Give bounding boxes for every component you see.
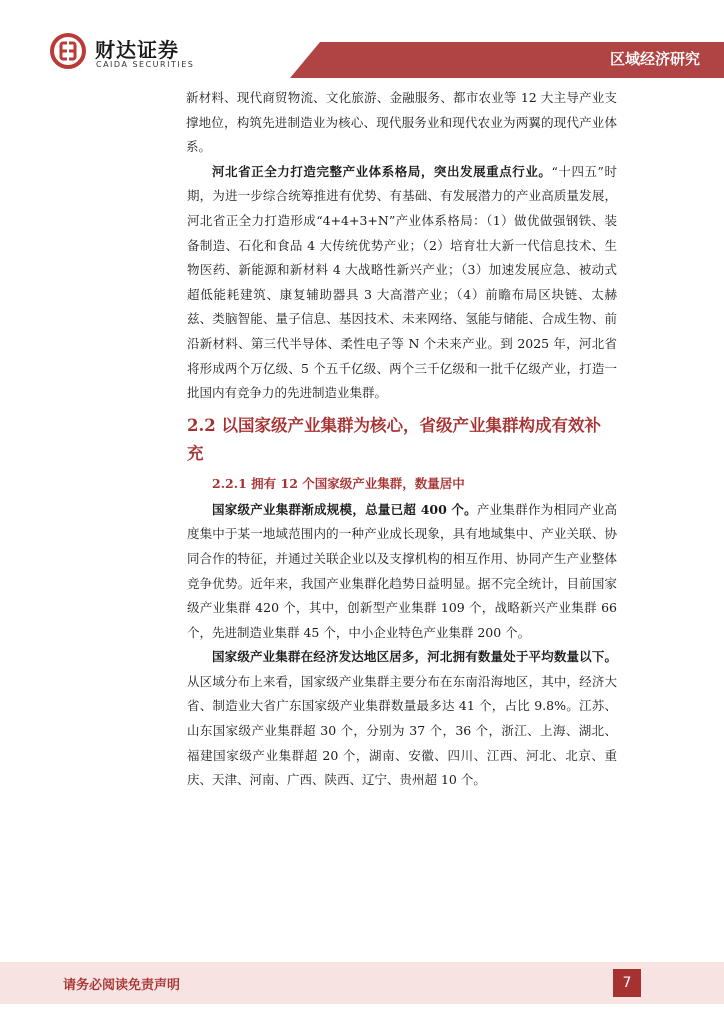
paragraph-lead: 国家级产业集群在经济发达地区居多，河北拥有数量处于平均数量以下。 bbox=[212, 649, 617, 665]
caida-logo-icon bbox=[50, 33, 86, 69]
section-heading-2-2: 2.2 以国家级产业集群为核心，省级产业集群构成有效补充 bbox=[187, 415, 601, 463]
subsection-heading-2-2-1: 2.2.1 拥有 12 个国家级产业集群，数量居中 bbox=[212, 475, 465, 491]
page-header bbox=[0, 0, 724, 80]
paragraph-hebei-industry-system bbox=[187, 160, 617, 406]
paragraph-text: 从区域分布上来看，国家级产业集群主要分布在东南沿海地区，其中，经济大省、制造业大省广东国家级产业集群数量最多达 41 个，占比 9.8%。江苏、山东国家级产业集群超 30 个，分别为 37 个，36 个，浙江、上海、湖北、福建国家级产业集群超 20 个，湖南、安徽、四川、江西、河北、北京、重庆、天津、河南、广西、陕西、辽宁、贵州超 10 个。 bbox=[187, 673, 617, 788]
paragraph-lead: 国家级产业集群渐成规模，总量已超 400 个。 bbox=[212, 501, 477, 517]
brand-name-cn: 财达证券 bbox=[95, 38, 179, 62]
document-body bbox=[187, 86, 617, 793]
paragraph-national-clusters bbox=[187, 498, 617, 646]
paragraph-lead: 河北省正全力打造完整产业体系格局，突出发展重点行业。 bbox=[212, 163, 552, 179]
page-number: 7 bbox=[613, 969, 641, 997]
paragraph-text: “十四五”时期，为进一步综合统筹推进有优势、有基础、有发展潜力的产业高质量发展，河北省正全力打造形成“4+4+3+N”产业体系格局：（1）做优做强钢铁、装备制造、石化和食品 4 大传统优势产业；（2）培育壮大新一代信息技术、生物医药、新能源和新材料 4 大战略性新兴产业；（3）加速发展应急、被动式超低能耗建筑、康复辅助器具 3 大高潜产业；（4）前瞻布局区块链、太赫兹、类脑智能、量子信息、基因技术、未来网络、氢能与储能、合成生物、前沿新材料、第三代半导体、柔性电子等 N 个未来产业。到 2025 年，河北省将形成两个万亿级、5 个五千亿级、两个三千亿级和一批千亿级产业，打造一批国内有竞争力的先进制造业集群。 bbox=[187, 163, 617, 401]
disclaimer-notice: 请务必阅读免责声明 bbox=[63, 978, 181, 993]
paragraph-regional-distribution bbox=[187, 645, 617, 793]
paragraph-text: 产业集群作为相同产业高度集中于某一地域范围内的一种产业成长现象，具有地域集中、产业关联、协同合作的特征，并通过关联企业以及支撑机构的相互作用、协同产生产业整体竞争优势。近年来，我国产业集群化趋势日益明显。据不完全统计，目前国家级产业集群 420 个，其中，创新型产业集群 109 个，战略新兴产业集群 66 个，先进制造业集群 45 个，中小企业特色产业集群 200 个。 bbox=[187, 501, 617, 640]
brand-name-en: CAIDA SECURITIES bbox=[96, 60, 195, 69]
paragraph-industries-continued: 新材料、现代商贸物流、文化旅游、金融服务、都市农业等 12 大主导产业支撑地位，构筑先进制造业为核心、现代服务业和现代农业为两翼的现代产业体系。 bbox=[186, 90, 617, 155]
section-title: 区域经济研究 bbox=[609, 50, 700, 68]
